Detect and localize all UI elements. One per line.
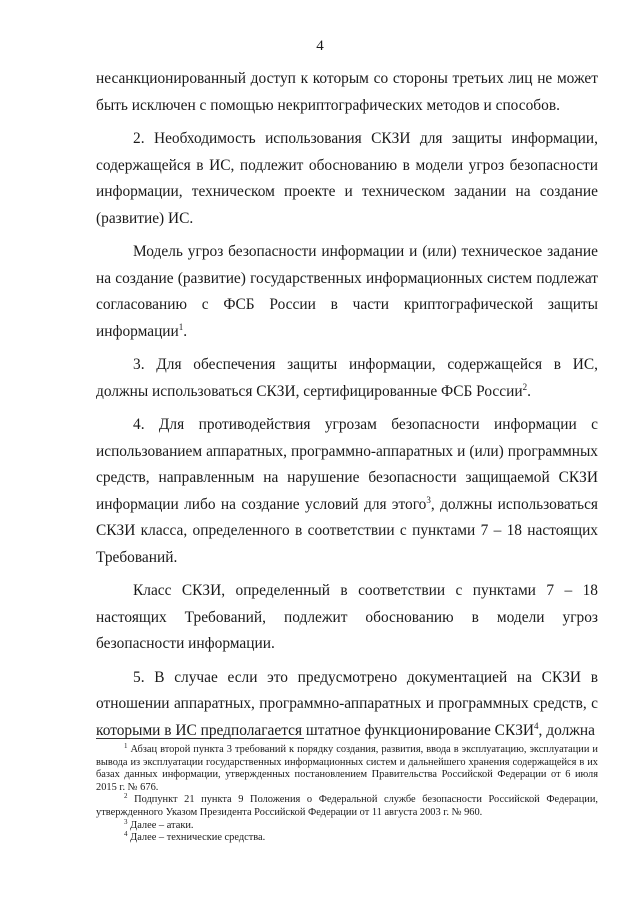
footnote: $^2$ Подпункт 21 пункта 9 Положения о Федеральной службе безопасности Российской Федерации, утвержденного Указом Президента Российской Федерации от 11 августа 2003 г. № 960. xyxy=(96,792,598,818)
paragraph: 3. Для обеспечения защиты информации, содержащейся в ИС, должны использоваться СКЗИ, сертифицированные ФСБ России$^2$. xyxy=(96,356,598,400)
paragraph: несанкционированный доступ к которым со стороны третьих лиц не может быть исключен с помощью некриптографических методов и способов. xyxy=(96,70,598,114)
footnote-ref: 1 xyxy=(178,321,184,332)
footnotes xyxy=(96,744,598,845)
footnote: $^3$ Далее – атаки. xyxy=(124,817,194,831)
paragraph: 2. Необходимость использования СКЗИ для защиты информации, содержащейся в ИС, подлежит обоснованию в модели угроз безопасности информации, техническом проекте и техническом задании на создание (развитие) ИС. xyxy=(96,130,598,227)
footnote: $^4$ Далее – технические средства. xyxy=(124,830,266,844)
footnote-ref: 4 xyxy=(534,720,539,731)
page-number: 4 xyxy=(316,38,324,54)
footnote-ref: 3 xyxy=(426,494,431,505)
footnote-ref: 2 xyxy=(522,381,528,392)
footnote: $^1$ Абзац второй пункта 3 требований к порядку создания, развития, ввода в эксплуатацию, эксплуатации и вывода из эксплуатации государственных информационных систем и дальнейшего хранения содержащейся в их базах данных информации, утвержденных постановлением Правительства Российской Федерации от 6 июля 2015 г. № 676. xyxy=(96,742,598,793)
paragraph: 5. В случае если это предусмотрено документацией на СКЗИ в отношении аппаратных, программно-аппаратных и программных средств, с которыми в ИС предполагается штатное функционирование СКЗИ$^4$, должна xyxy=(96,668,598,739)
paragraph: 4. Для противодействия угрозам безопасности информации с использованием аппаратных, программно-аппаратных и (или) программных средств, направленным на нарушение безопасности защищаемой СКЗИ информации либо на создание условий для этого$^3$, должны использоваться СКЗИ класса, определенного в соответствии с пунктами 7 – 18 настоящих Требований. xyxy=(96,416,598,566)
footnote-separator xyxy=(96,738,304,739)
paragraph: Класс СКЗИ, определенный в соответствии с пунктами 7 – 18 настоящих Требований, подлежит обоснованию в модели угроз безопасности информации. xyxy=(96,582,598,652)
body-text xyxy=(96,66,598,744)
paragraph: Модель угроз безопасности информации и (или) техническое задание на создание (развитие) государственных информационных систем подлежат согласованию с ФСБ России в части криптографической защиты информации$^1$. xyxy=(96,243,598,340)
